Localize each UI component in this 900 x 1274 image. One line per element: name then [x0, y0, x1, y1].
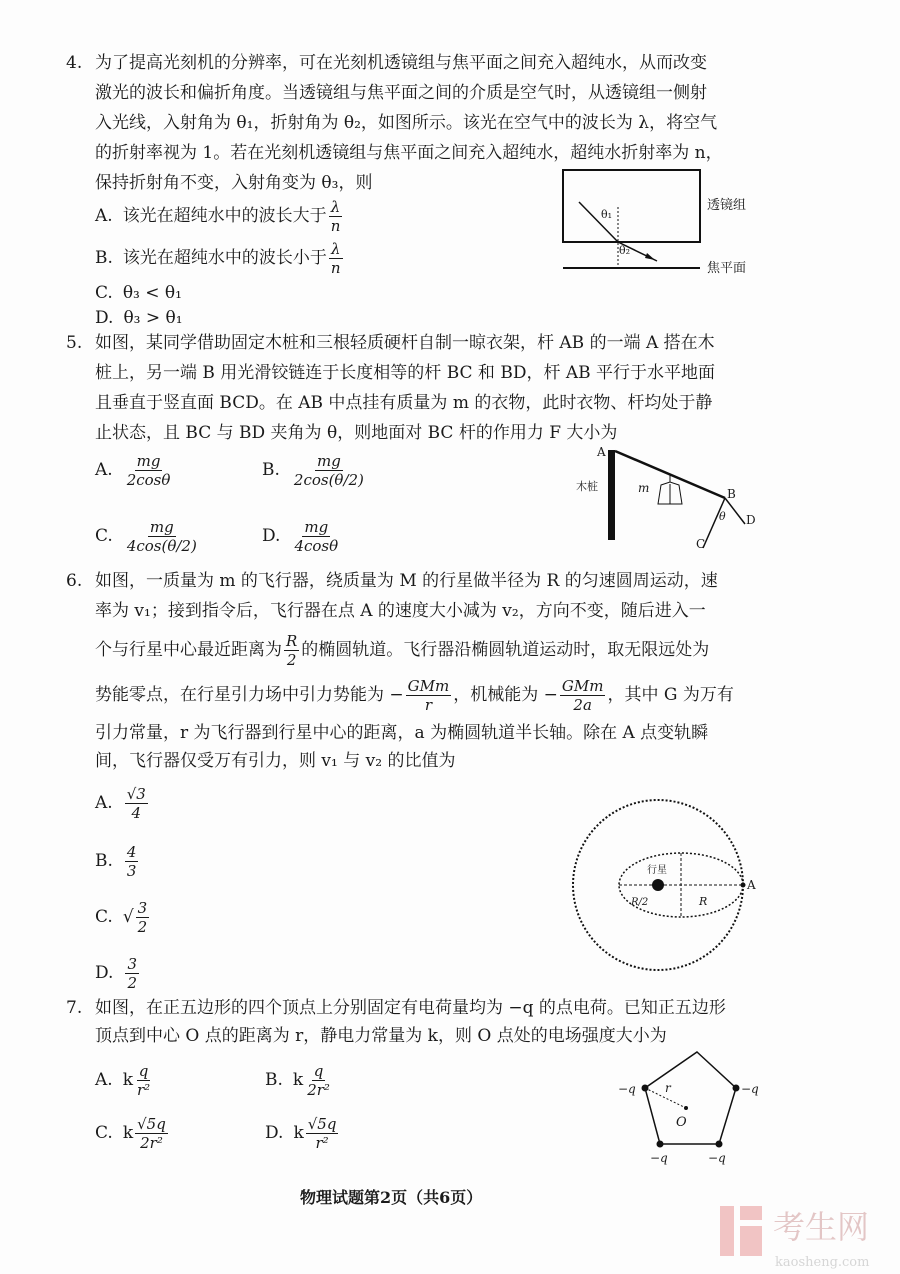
question-text-line — [95, 362, 715, 384]
lens-label: 透镜组 — [707, 198, 747, 213]
fraction-denominator: 2cos(θ/2) — [293, 471, 364, 489]
question-number: 5. — [66, 333, 83, 353]
charge-label: −q — [741, 1082, 759, 1096]
focal-label: 焦平面 — [707, 261, 747, 276]
text-segment: 如图，一质量为 m 的飞行器，绕质量为 M 的行星做半径为 R 的匀速圆周运动，速 — [95, 571, 718, 591]
fraction — [125, 452, 173, 489]
question-text-line — [95, 142, 723, 164]
fraction-numerator: mg — [136, 452, 161, 470]
question-text-line — [95, 392, 712, 414]
theta1-label: θ₁ — [601, 208, 613, 221]
option-label: B. — [262, 460, 280, 480]
option-label: A. — [95, 793, 113, 813]
text-segment: 入光线，入射角为 θ₁，折射角为 θ₂，如图所示。该光在空气中的波长为 λ，将空气 — [95, 113, 718, 133]
label-a: A — [597, 445, 606, 459]
fraction-denominator: 4 — [131, 804, 142, 822]
fraction-numerator: q — [138, 1062, 149, 1080]
fraction-numerator: 4 — [126, 843, 137, 861]
fraction-numerator: 3 — [137, 899, 148, 917]
fraction-numerator: √3 — [126, 785, 146, 803]
fraction-numerator: √5q — [137, 1115, 166, 1133]
text-segment: k — [292, 1070, 304, 1090]
answer-option[interactable] — [95, 307, 183, 329]
text-segment: θ₃ < θ₁ — [122, 283, 182, 303]
fraction — [406, 677, 452, 714]
fraction-numerator: λ — [330, 198, 341, 216]
fraction — [329, 198, 343, 235]
r-half-label: R/2 — [631, 897, 649, 908]
fraction-numerator: q — [313, 1062, 324, 1080]
answer-option[interactable] — [95, 785, 150, 822]
text-segment: 顶点到中心 O 点的距离为 r，静电力常量为 k，则 O 点处的电场强度大小为 — [95, 1026, 667, 1046]
fraction-numerator: λ — [330, 240, 341, 258]
theta2-label: θ₂ — [619, 244, 631, 257]
text-segment: 保持折射角不变，入射角变为 θ₃，则 — [95, 173, 373, 193]
pentagon-figure — [610, 1042, 770, 1172]
theta-label: θ — [719, 510, 726, 523]
fraction-numerator: GMm — [561, 677, 604, 695]
fraction-denominator: 2a — [573, 696, 592, 714]
option-label: B. — [95, 851, 113, 871]
watermark-text: 考生网 — [773, 1208, 870, 1246]
fraction — [284, 632, 299, 669]
option-label: B. — [95, 248, 113, 268]
r-label: R — [699, 895, 708, 908]
question-text-line — [95, 632, 709, 669]
charge-label: −q — [708, 1151, 726, 1165]
fraction-denominator: 4cos(θ/2) — [126, 537, 197, 555]
text-segment: √ — [122, 907, 134, 927]
text-segment: 为了提高光刻机的分辨率，可在光刻机透镜组与焦平面之间充入超纯水，从而改变 — [95, 53, 707, 73]
fraction-denominator: n — [330, 259, 341, 277]
text-segment: 如图，某同学借助固定木桩和三根轻质硬杆自制一晾衣架，杆 AB 的一端 A 搭在木 — [95, 333, 715, 353]
label-c: C — [696, 537, 706, 551]
fraction — [125, 955, 139, 992]
question-text-line — [95, 172, 372, 194]
text-segment: 且垂直于竖直面 BCD。在 AB 中点挂有质量为 m 的衣物，此时衣物、杆均处于静 — [95, 393, 713, 413]
mass-label: m — [638, 481, 650, 495]
fraction-numerator: mg — [304, 518, 329, 536]
text-segment: 止状态，且 BC 与 BD 夹角为 θ，则地面对 BC 杆的作用力 F 大小为 — [95, 423, 618, 443]
label-d: D — [746, 513, 756, 527]
answer-option[interactable] — [95, 899, 151, 936]
charge-point — [733, 1085, 740, 1092]
fraction-numerator: mg — [317, 452, 341, 470]
text-segment: 个与行星中心最近距离为 — [95, 640, 282, 660]
text-segment: ，其中 G 为万有 — [607, 685, 734, 705]
answer-option[interactable] — [262, 452, 368, 489]
fraction-denominator: 2 — [127, 974, 137, 992]
fraction-numerator: R — [286, 632, 298, 650]
fraction — [135, 1115, 168, 1152]
rod-bd — [725, 498, 745, 524]
text-segment: 引力常量，r 为飞行器到行星中心的距离，a 为椭圆轨道半长轴。除在 A 点变轨瞬 — [95, 723, 709, 743]
text-segment: 如图，在正五边形的四个顶点上分别固定有电荷量均为 −q 的点电荷。已知正五边形 — [95, 998, 726, 1018]
lens-refraction-figure — [555, 162, 765, 282]
fraction — [306, 1115, 339, 1152]
answer-option[interactable] — [265, 1062, 334, 1099]
question-text-line — [95, 677, 734, 714]
answer-option[interactable] — [95, 1115, 170, 1152]
option-label: D. — [95, 963, 114, 983]
text-segment: k — [122, 1123, 134, 1143]
fraction-denominator: n — [330, 217, 341, 235]
charge-point — [642, 1085, 649, 1092]
question-number: 4. — [66, 53, 83, 73]
wooden-post — [608, 450, 615, 540]
question-text-line — [95, 750, 455, 772]
text-segment: 桩上，另一端 B 用光滑铰链连于长度相等的杆 BC 和 BD，杆 AB 平行于水平地面 — [95, 363, 716, 383]
fraction-denominator: r² — [315, 1134, 329, 1152]
fraction — [136, 899, 150, 936]
fraction-denominator: 2cosθ — [126, 471, 171, 489]
fraction — [125, 785, 148, 822]
fraction-denominator: r — [424, 696, 433, 714]
fraction — [135, 1062, 152, 1099]
watermark — [718, 1204, 888, 1274]
question-number: 7. — [66, 998, 83, 1018]
option-label: C. — [95, 907, 113, 927]
question-text-line — [95, 997, 726, 1019]
text-segment: k — [293, 1123, 304, 1143]
fraction — [292, 518, 340, 555]
fraction — [560, 677, 606, 714]
fraction-numerator: mg — [149, 518, 174, 536]
text-segment: ，机械能为 − — [453, 685, 558, 705]
fraction — [292, 452, 366, 489]
fraction-denominator: 4cosθ — [294, 537, 339, 555]
answer-option[interactable] — [95, 1062, 154, 1099]
text-segment: 间，飞行器仅受万有引力，则 v₁ 与 v₂ 的比值为 — [95, 751, 456, 771]
charge-label: −q — [650, 1151, 668, 1165]
charge-point — [716, 1141, 723, 1148]
question-number: 6. — [66, 571, 83, 591]
fraction-numerator: GMm — [407, 677, 450, 695]
text-segment: 激光的波长和偏折角度。当透镜组与焦平面之间的介质是空气时，从透镜组一侧射 — [95, 83, 707, 103]
label-b: B — [727, 487, 736, 501]
option-label: B. — [265, 1070, 283, 1090]
planet-label: 行星 — [647, 865, 667, 876]
question-text-line — [95, 570, 718, 592]
option-label: D. — [262, 526, 281, 546]
radius-label: r — [665, 1081, 671, 1095]
text-segment: 的折射率视为 1。若在光刻机透镜组与焦平面之间充入超纯水，超纯水折射率为 n， — [95, 143, 723, 163]
kaosheng-logo-icon — [720, 1206, 762, 1256]
answer-option[interactable] — [95, 452, 174, 489]
charge-point — [657, 1141, 664, 1148]
question-text-line — [95, 422, 617, 444]
arrow-icon — [645, 253, 655, 260]
answer-option[interactable] — [95, 198, 344, 235]
fraction-denominator: 3 — [126, 862, 137, 880]
option-label: A. — [95, 1070, 113, 1090]
question-text-line — [95, 600, 706, 622]
option-label: A. — [95, 206, 113, 226]
question-text-line — [95, 722, 708, 744]
fraction-denominator: 2r² — [140, 1134, 163, 1152]
answer-option[interactable] — [262, 518, 342, 555]
fraction-denominator: 2 — [137, 918, 148, 936]
fraction — [125, 843, 139, 880]
fraction — [305, 1062, 332, 1099]
answer-option[interactable] — [95, 518, 201, 555]
text-segment: k — [122, 1070, 133, 1090]
page-footer: 物理试题第2页（共6页） — [300, 1188, 483, 1207]
point-a — [741, 883, 746, 888]
fraction-numerator: √5q — [307, 1115, 337, 1133]
post-label: 木桩 — [576, 480, 598, 493]
fraction — [329, 240, 343, 277]
question-text-line — [95, 332, 715, 354]
fraction-numerator: 3 — [127, 955, 137, 973]
text-segment: 势能零点，在行星引力场中引力势能为 − — [95, 685, 404, 705]
text-segment: 率为 v₁；接到指令后，飞行器在点 A 的速度大小减为 v₂，方向不变，随后进入一 — [95, 601, 706, 621]
center-point — [684, 1106, 688, 1110]
question-text-line — [95, 112, 717, 134]
option-label: C. — [95, 526, 113, 546]
rod-bc — [703, 498, 725, 548]
center-label: O — [676, 1115, 687, 1130]
pentagon — [645, 1052, 736, 1144]
orbit-figure — [565, 792, 765, 977]
fraction — [125, 518, 199, 555]
watermark-url: kaosheng.com — [775, 1255, 870, 1270]
option-label: A. — [95, 460, 113, 480]
text-segment: 的椭圆轨道。飞行器沿椭圆轨道运动时，取无限远处为 — [301, 640, 710, 660]
option-label: D. — [265, 1123, 284, 1143]
question-text-line — [95, 82, 707, 104]
text-segment: θ₃ > θ₁ — [123, 308, 183, 328]
answer-option[interactable] — [95, 282, 182, 304]
text-segment: 该光在超纯水中的波长小于 — [122, 248, 327, 268]
question-text-line — [95, 1025, 667, 1047]
label-a: A — [747, 878, 756, 892]
fraction-denominator: 2r² — [307, 1081, 330, 1099]
incident-ray — [579, 202, 618, 242]
fraction-denominator: r² — [137, 1081, 151, 1099]
fraction-denominator: 2 — [286, 651, 297, 669]
answer-option[interactable] — [95, 240, 345, 277]
planet — [652, 879, 664, 891]
option-label: D. — [95, 308, 114, 328]
charge-label: −q — [618, 1082, 636, 1096]
option-label: C. — [95, 1123, 113, 1143]
clothes-rack-figure — [570, 440, 770, 555]
answer-option[interactable] — [95, 955, 141, 992]
option-label: C. — [95, 283, 113, 303]
answer-option[interactable] — [95, 843, 140, 880]
answer-option[interactable] — [265, 1115, 340, 1152]
text-segment: 该光在超纯水中的波长大于 — [122, 206, 327, 226]
question-text-line — [95, 52, 707, 74]
